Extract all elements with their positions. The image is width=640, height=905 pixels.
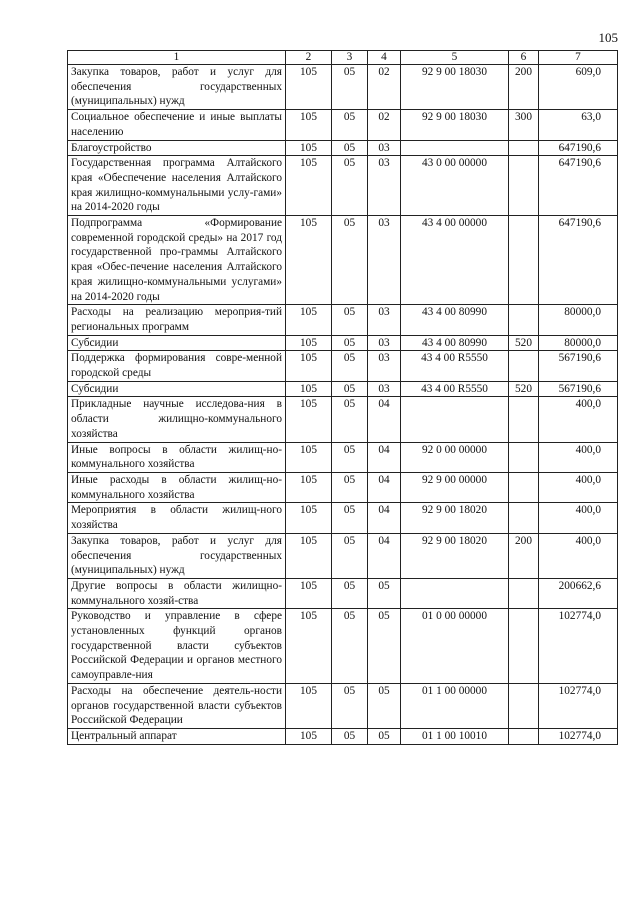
budget-table	[67, 50, 618, 745]
expense-type-cell	[509, 216, 539, 305]
item-name-cell: Расходы на реализацию мероприя-тий региональных программ	[68, 305, 286, 335]
amount-cell: 400,0	[539, 472, 618, 502]
section-code-cell: 105	[286, 442, 332, 472]
subsection-code-cell: 05	[332, 381, 368, 397]
section-code-cell: 105	[286, 683, 332, 728]
table-row	[68, 381, 618, 397]
section-code-cell: 105	[286, 472, 332, 502]
item-name-cell: Благоустройство	[68, 140, 286, 156]
target-article-cell	[401, 578, 509, 608]
header-row	[68, 51, 618, 65]
target-article-cell: 92 9 00 18030	[401, 65, 509, 110]
amount-cell: 647190,6	[539, 156, 618, 216]
target-article-cell: 01 1 00 10010	[401, 728, 509, 744]
expense-type-cell: 200	[509, 65, 539, 110]
col-header-6: 6	[509, 51, 539, 65]
item-name-cell: Поддержка формирования совре-менной городской среды	[68, 351, 286, 381]
subgroup-code-cell: 02	[368, 110, 401, 140]
table-row	[68, 609, 618, 684]
table-row	[68, 578, 618, 608]
expense-type-cell: 200	[509, 533, 539, 578]
subsection-code-cell: 05	[332, 351, 368, 381]
section-code-cell: 105	[286, 65, 332, 110]
section-code-cell: 105	[286, 216, 332, 305]
section-code-cell: 105	[286, 140, 332, 156]
expense-type-cell: 520	[509, 335, 539, 351]
subgroup-code-cell: 05	[368, 609, 401, 684]
section-code-cell: 105	[286, 397, 332, 442]
col-header-2: 2	[286, 51, 332, 65]
expense-type-cell	[509, 397, 539, 442]
section-code-cell: 105	[286, 609, 332, 684]
subgroup-code-cell: 02	[368, 65, 401, 110]
target-article-cell: 43 0 00 00000	[401, 156, 509, 216]
target-article-cell	[401, 140, 509, 156]
section-code-cell: 105	[286, 728, 332, 744]
subsection-code-cell: 05	[332, 728, 368, 744]
expense-type-cell	[509, 609, 539, 684]
target-article-cell: 01 1 00 00000	[401, 683, 509, 728]
subsection-code-cell: 05	[332, 533, 368, 578]
item-name-cell: Другие вопросы в области жилищно-коммунального хозяй-ства	[68, 578, 286, 608]
table-row	[68, 397, 618, 442]
subsection-code-cell: 05	[332, 110, 368, 140]
target-article-cell: 43 4 00 00000	[401, 216, 509, 305]
target-article-cell	[401, 397, 509, 442]
subgroup-code-cell: 05	[368, 728, 401, 744]
subsection-code-cell: 05	[332, 140, 368, 156]
target-article-cell: 92 9 00 18030	[401, 110, 509, 140]
expense-type-cell	[509, 305, 539, 335]
subgroup-code-cell: 04	[368, 503, 401, 533]
subsection-code-cell: 05	[332, 442, 368, 472]
table-row	[68, 110, 618, 140]
table-row	[68, 351, 618, 381]
amount-cell: 400,0	[539, 397, 618, 442]
item-name-cell: Закупка товаров, работ и услуг для обеспечения государственных (муниципальных) нужд	[68, 533, 286, 578]
col-header-3: 3	[332, 51, 368, 65]
expense-type-cell	[509, 140, 539, 156]
target-article-cell: 92 9 00 18020	[401, 503, 509, 533]
section-code-cell: 105	[286, 351, 332, 381]
subgroup-code-cell: 03	[368, 216, 401, 305]
amount-cell: 102774,0	[539, 683, 618, 728]
subgroup-code-cell: 03	[368, 381, 401, 397]
item-name-cell: Руководство и управление в сфере установленных функций органов государственной власти субъектов Российской Федерации и органов местного самоуправле-ния	[68, 609, 286, 684]
subsection-code-cell: 05	[332, 65, 368, 110]
subgroup-code-cell: 04	[368, 533, 401, 578]
item-name-cell: Субсидии	[68, 381, 286, 397]
amount-cell: 102774,0	[539, 728, 618, 744]
target-article-cell: 92 0 00 00000	[401, 442, 509, 472]
subsection-code-cell: 05	[332, 397, 368, 442]
expense-type-cell: 520	[509, 381, 539, 397]
target-article-cell: 43 4 00 80990	[401, 335, 509, 351]
expense-type-cell	[509, 472, 539, 502]
table-row	[68, 728, 618, 744]
section-code-cell: 105	[286, 381, 332, 397]
table-row	[68, 442, 618, 472]
subsection-code-cell: 05	[332, 683, 368, 728]
item-name-cell: Иные вопросы в области жилищ-но-коммунального хозяйства	[68, 442, 286, 472]
section-code-cell: 105	[286, 578, 332, 608]
subgroup-code-cell: 03	[368, 351, 401, 381]
item-name-cell: Подпрограмма «Формирование современной городской среды» на 2017 год государственной про-граммы Алтайского края «Обес-печение населения Алтайского края жилищно-коммунальными услугами» на 2014-2020 годы	[68, 216, 286, 305]
amount-cell: 647190,6	[539, 140, 618, 156]
section-code-cell: 105	[286, 110, 332, 140]
section-code-cell: 105	[286, 156, 332, 216]
amount-cell: 647190,6	[539, 216, 618, 305]
amount-cell: 400,0	[539, 503, 618, 533]
subgroup-code-cell: 03	[368, 140, 401, 156]
table-row	[68, 335, 618, 351]
section-code-cell: 105	[286, 503, 332, 533]
subsection-code-cell: 05	[332, 578, 368, 608]
col-header-5: 5	[401, 51, 509, 65]
expense-type-cell	[509, 156, 539, 216]
subgroup-code-cell: 05	[368, 578, 401, 608]
subsection-code-cell: 05	[332, 609, 368, 684]
expense-type-cell	[509, 503, 539, 533]
item-name-cell: Расходы на обеспечение деятель-ности органов государственной власти субъектов Российской Федерации	[68, 683, 286, 728]
expense-type-cell	[509, 442, 539, 472]
page-number: 105	[598, 30, 618, 45]
target-article-cell: 43 4 00 80990	[401, 305, 509, 335]
amount-cell: 609,0	[539, 65, 618, 110]
section-code-cell: 105	[286, 533, 332, 578]
subgroup-code-cell: 03	[368, 156, 401, 216]
col-header-7: 7	[539, 51, 618, 65]
table-row	[68, 140, 618, 156]
subgroup-code-cell: 04	[368, 397, 401, 442]
target-article-cell: 43 4 00 R5550	[401, 351, 509, 381]
col-header-1: 1	[68, 51, 286, 65]
item-name-cell: Закупка товаров, работ и услуг для обеспечения государственных (муниципальных) нужд	[68, 65, 286, 110]
table-row	[68, 472, 618, 502]
table-row	[68, 305, 618, 335]
amount-cell: 80000,0	[539, 305, 618, 335]
subgroup-code-cell: 03	[368, 305, 401, 335]
item-name-cell: Иные расходы в области жилищ-но-коммунального хозяйства	[68, 472, 286, 502]
subsection-code-cell: 05	[332, 216, 368, 305]
target-article-cell: 92 9 00 00000	[401, 472, 509, 502]
amount-cell: 63,0	[539, 110, 618, 140]
table-row	[68, 65, 618, 110]
table-row	[68, 533, 618, 578]
table-row	[68, 156, 618, 216]
subgroup-code-cell: 03	[368, 335, 401, 351]
subsection-code-cell: 05	[332, 305, 368, 335]
target-article-cell: 92 9 00 18020	[401, 533, 509, 578]
amount-cell: 200662,6	[539, 578, 618, 608]
item-name-cell: Социальное обеспечение и иные выплаты населению	[68, 110, 286, 140]
table-row	[68, 216, 618, 305]
item-name-cell: Государственная программа Алтайского края «Обеспечение населения Алтайского края жилищно-коммунальными услу-гами» на 2014-2020 годы	[68, 156, 286, 216]
amount-cell: 567190,6	[539, 381, 618, 397]
section-code-cell: 105	[286, 335, 332, 351]
amount-cell: 400,0	[539, 533, 618, 578]
subsection-code-cell: 05	[332, 156, 368, 216]
item-name-cell: Прикладные научные исследова-ния в области жилищно-коммунального хозяйства	[68, 397, 286, 442]
subgroup-code-cell: 04	[368, 472, 401, 502]
amount-cell: 400,0	[539, 442, 618, 472]
amount-cell: 80000,0	[539, 335, 618, 351]
item-name-cell: Мероприятия в области жилищ-ного хозяйства	[68, 503, 286, 533]
target-article-cell: 43 4 00 R5550	[401, 381, 509, 397]
subsection-code-cell: 05	[332, 472, 368, 502]
expense-type-cell	[509, 683, 539, 728]
item-name-cell: Субсидии	[68, 335, 286, 351]
table-row	[68, 683, 618, 728]
expense-type-cell	[509, 578, 539, 608]
subsection-code-cell: 05	[332, 503, 368, 533]
expense-type-cell	[509, 351, 539, 381]
col-header-4: 4	[368, 51, 401, 65]
target-article-cell: 01 0 00 00000	[401, 609, 509, 684]
subgroup-code-cell: 05	[368, 683, 401, 728]
subgroup-code-cell: 04	[368, 442, 401, 472]
expense-type-cell	[509, 728, 539, 744]
table-row	[68, 503, 618, 533]
subsection-code-cell: 05	[332, 335, 368, 351]
amount-cell: 567190,6	[539, 351, 618, 381]
section-code-cell: 105	[286, 305, 332, 335]
item-name-cell: Центральный аппарат	[68, 728, 286, 744]
expense-type-cell: 300	[509, 110, 539, 140]
amount-cell: 102774,0	[539, 609, 618, 684]
